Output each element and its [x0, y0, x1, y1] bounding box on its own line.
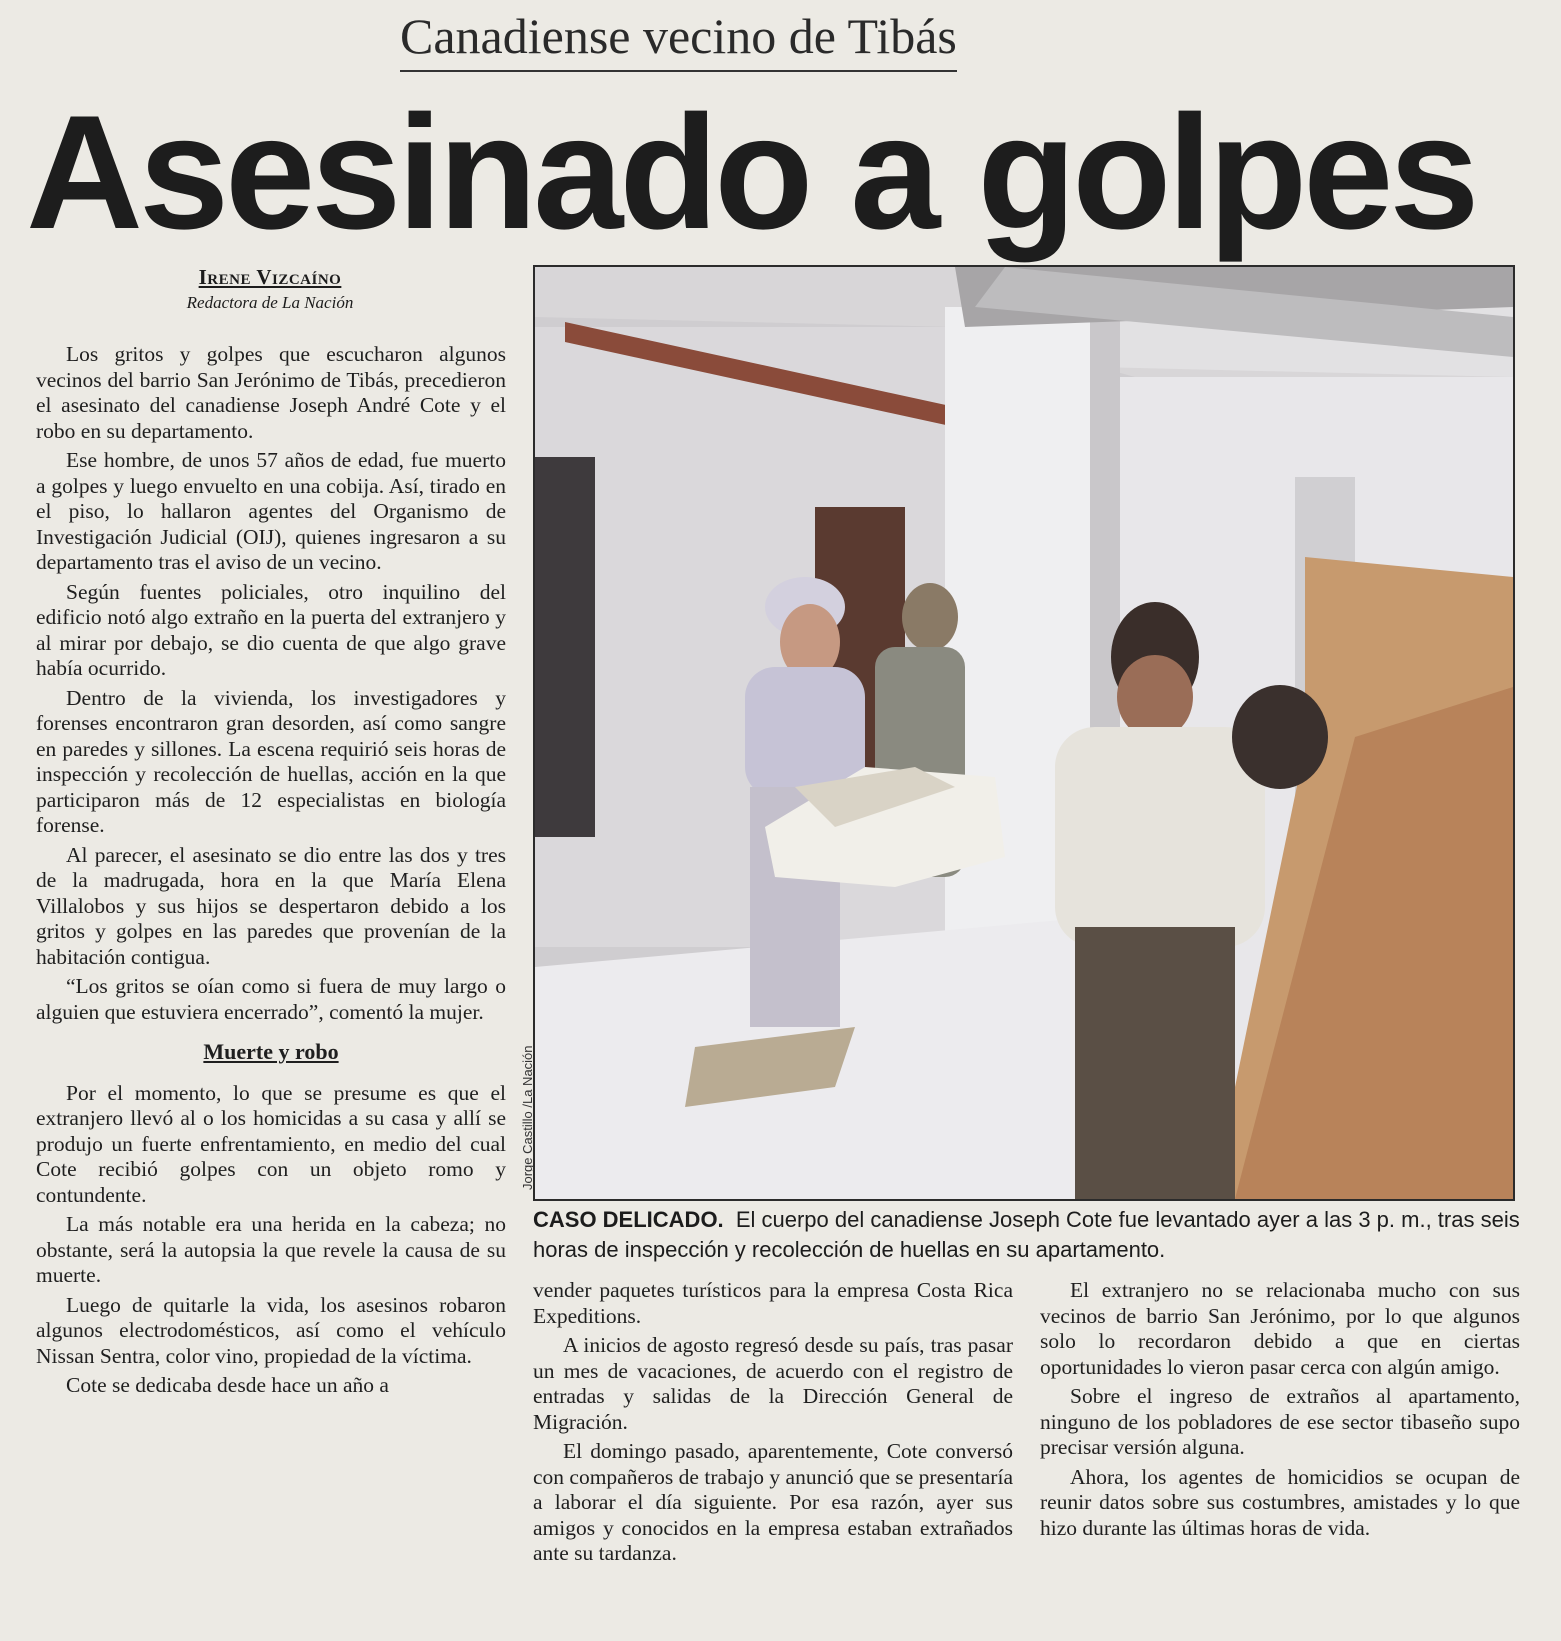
- photo-credit: Jorge Castillo /La Nación: [520, 1045, 535, 1190]
- paragraph: Sobre el ingreso de extraños al apartamento, ninguno de los pobladores de ese sector tibaseño supo precisar versión alguna.: [1040, 1384, 1520, 1459]
- caption-lead: CASO DELICADO.: [533, 1207, 724, 1232]
- article-column-2: [533, 1278, 1013, 1571]
- byline-author: Irene Vizcaíno: [198, 265, 342, 289]
- caption-text: El cuerpo del canadiense Joseph Cote fue levantado ayer a las 3 p. m., tras seis horas de inspección y recolección de huellas en su apartamento.: [533, 1207, 1520, 1262]
- paragraph: Según fuentes policiales, otro inquilino del edificio notó algo extraño en la puerta del extranjero y al mirar por debajo, se dio cuenta de que algo grave había ocurrido.: [36, 579, 506, 680]
- paragraph: Al parecer, el asesinato se dio entre las dos y tres de la madrugada, hora en la que María Elena Villalobos y sus hijos se despertaron debido a los gritos y golpes en las paredes que provenían de la habitación contigua.: [36, 842, 506, 969]
- article-kicker: Canadiense vecino de Tibás: [400, 8, 957, 72]
- paragraph: La más notable era una herida en la cabeza; no obstante, será la autopsia la que revele la causa de su muerte.: [36, 1212, 506, 1287]
- article-column-1: [36, 342, 506, 1403]
- paragraph: Cote se dedicaba desde hace un año a: [66, 1373, 389, 1397]
- paragraph: Ahora, los agentes de homicidios se ocupan de reunir datos sobre sus costumbres, amistades y lo que hizo durante las últimas horas de vida.: [1040, 1464, 1520, 1540]
- article-headline: Asesinado a golpes: [26, 82, 1476, 263]
- paragraph: El domingo pasado, aparentemente, Cote conversó con compañeros de trabajo y anunció que se presentaría a laborar el día siguiente. Por esa razón, ayer sus amigos y conocidos en la empresa estaban extrañados ante su tardanza.: [533, 1439, 1013, 1565]
- paragraph: vender paquetes turísticos para la empresa Costa Rica Expeditions.: [533, 1278, 1013, 1328]
- news-photo: [533, 265, 1515, 1201]
- paragraph: “Los gritos se oían como si fuera de muy largo o alguien que estuviera encerrado”, comentó la mujer.: [36, 974, 506, 1024]
- photo-caption: [533, 1205, 1523, 1265]
- paragraph: Por el momento, lo que se presume es que el extranjero llevó al o los homicidas a su casa y allí se produjo un fuerte enfrentamiento, en medio del cual Cote recibió golpes con un objeto romo y contundente.: [36, 1080, 506, 1207]
- paragraph: Dentro de la vivienda, los investigadores y forenses encontraron gran desorden, así como sangre en paredes y sillones. La escena requirió seis horas de inspección y recolección de huellas, acción en la que participaron más de 12 especialistas en biología forense.: [36, 685, 506, 837]
- paragraph: Los gritos y golpes que escucharon algunos vecinos del barrio San Jerónimo de Tibás, precedieron el asesinato del canadiense Joseph André Cote y el robo en su departamento.: [36, 342, 506, 443]
- section-subhead: Muerte y robo: [203, 1039, 339, 1064]
- byline-role: Redactora de La Nación: [186, 293, 354, 312]
- crime-scene-illustration: [535, 267, 1513, 1199]
- byline: [130, 265, 410, 313]
- paragraph: Luego de quitarle la vida, los asesinos robaron algunos electrodomésticos, así como el vehículo Nissan Sentra, color vino, propiedad de la víctima.: [36, 1292, 506, 1368]
- paragraph: El extranjero no se relacionaba mucho con sus vecinos de barrio San Jerónimo, por lo que algunos solo lo recordaron debido a que en ciertas oportunidades lo vieron pasar cerca con algún amigo.: [1040, 1278, 1520, 1379]
- article-column-3: [1040, 1278, 1520, 1545]
- paragraph: Ese hombre, de unos 57 años de edad, fue muerto a golpes y luego envuelto en una cobija. Así, tirado en el piso, lo hallaron agentes del Organismo de Investigación Judicial (OIJ), quienes ingresaron a su departamento tras el aviso de un vecino.: [36, 448, 506, 574]
- paragraph: A inicios de agosto regresó desde su país, tras pasar un mes de vacaciones, de acuerdo con el registro de entradas y salidas de la Dirección General de Migración.: [533, 1333, 1013, 1434]
